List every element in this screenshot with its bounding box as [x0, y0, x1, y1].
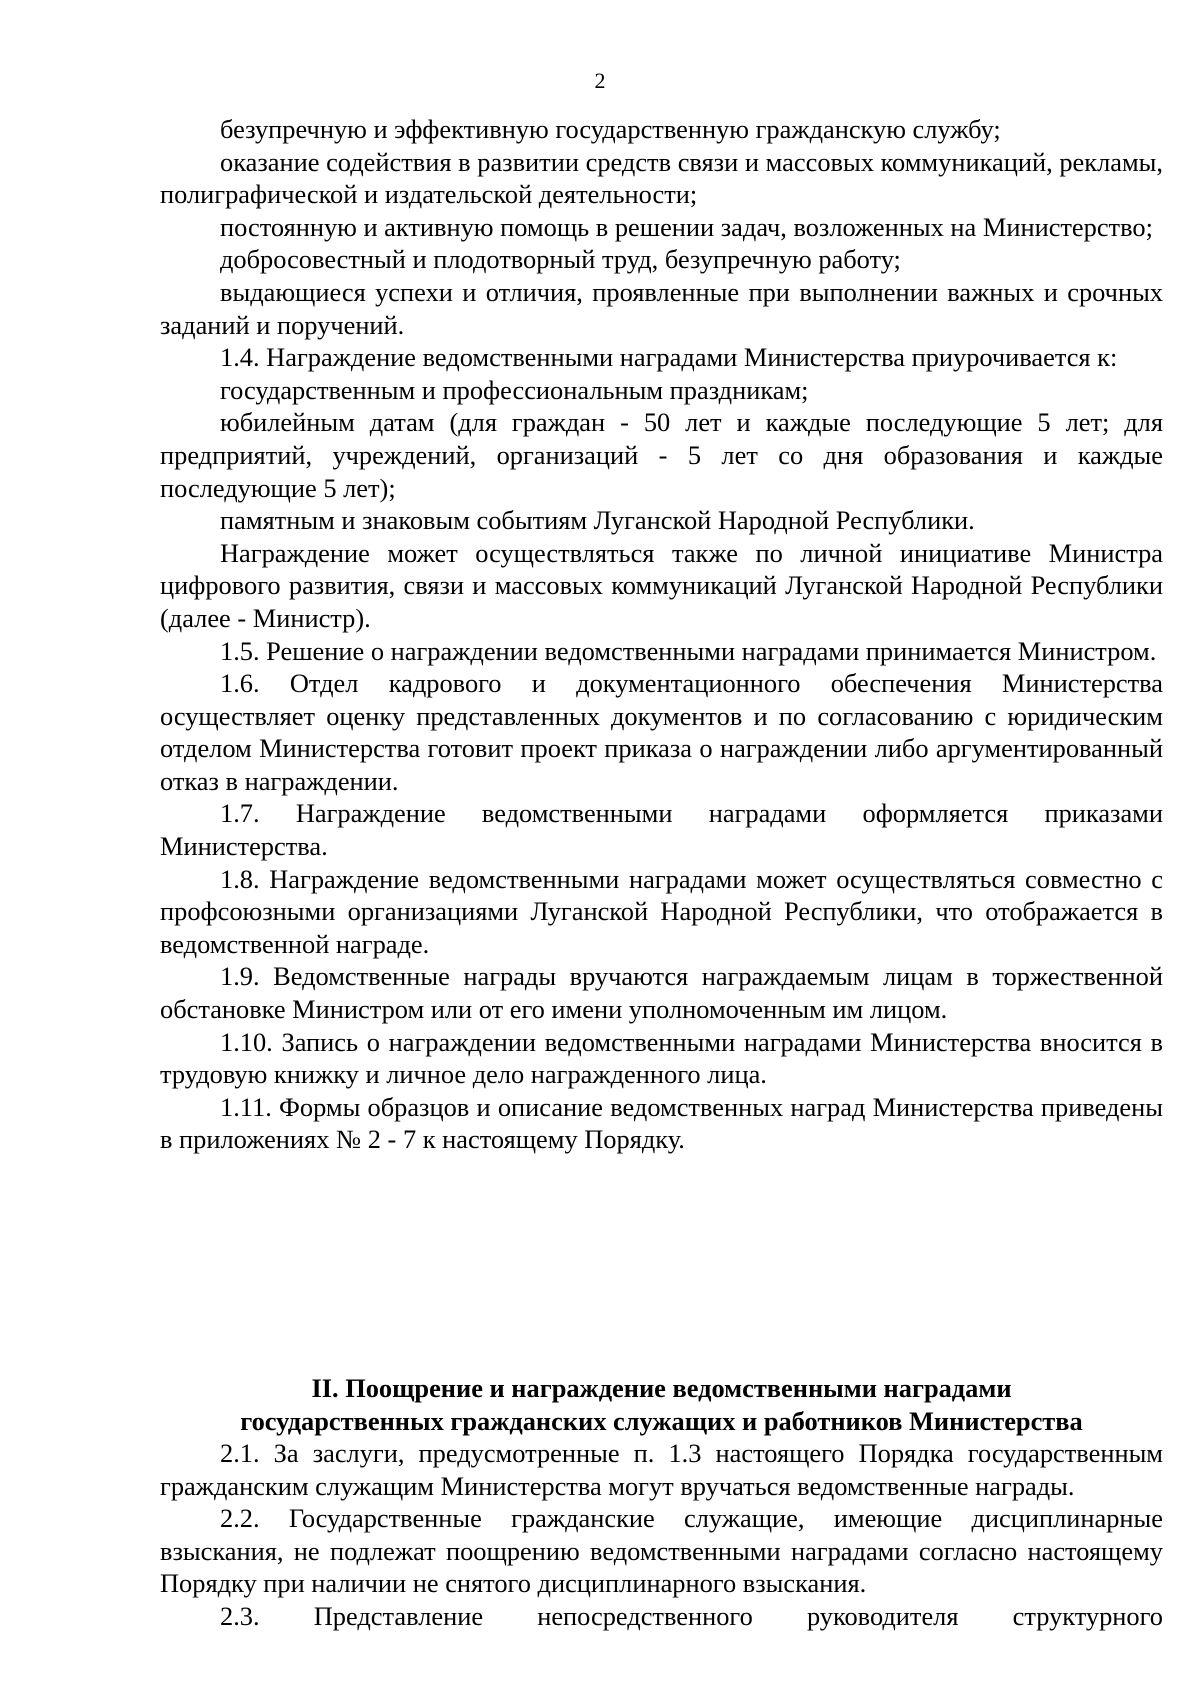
paragraph-1-7: 1.7. Награждение ведомственными наградами оформляется приказами Министерства. — [160, 798, 1163, 862]
paragraph: памятным и знаковым событиям Луганской Народной Республики. — [220, 505, 975, 536]
paragraph: государственным и профессиональным праздникам; — [220, 374, 809, 405]
section-body — [160, 1437, 1163, 1633]
page-number: 2 — [594, 68, 606, 93]
paragraph-1-6: 1.6. Отдел кадрового и документационного обеспечения Министерства осуществляет оценку представленных документов и по согласованию с юридическим отделом Министерства готовит проект приказа о награждении либо аргументированный отказ в награждении. — [160, 668, 1163, 796]
paragraph-2-2: 2.2. Государственные гражданские служащие, имеющие дисциплинарные взыскания, не подлежат поощрению ведомственными наградами согласно настоящему Порядку при наличии не снятого дисциплинарного взыскания. — [160, 1503, 1163, 1599]
paragraph: безупречную и эффективную государственную гражданскую службу; — [220, 114, 1001, 144]
paragraph-1-8: 1.8. Награждение ведомственными наградами может осуществляться совместно с профсоюзными организациями Луганской Народной Республики, что отображается в ведомственной награде. — [160, 863, 1163, 959]
section-heading-line: государственных гражданских служащих и работников Министерства — [240, 1405, 1083, 1436]
paragraph: добросовестный и плодотворный труд, безупречную работу; — [220, 244, 901, 275]
paragraph-2-1: 2.1. За заслуги, предусмотренные п. 1.3 настоящего Порядка государственным гражданским служащим Министерства могут вручаться ведомственные награды. — [160, 1438, 1163, 1501]
document-body — [160, 113, 1163, 1156]
paragraph-1-10: 1.10. Запись о награждении ведомственными наградами Министерства вносится в трудовую книжку и личное дело награжденного лица. — [160, 1026, 1163, 1090]
paragraph-1-9: 1.9. Ведомственные награды вручаются награждаемым лицам в торжественной обстановке Министром или от его имени уполномоченным им лицом. — [160, 961, 1163, 1025]
paragraph-1-5: 1.5. Решение о награждении ведомственными наградами принимается Министром. — [220, 635, 1157, 666]
paragraph: постоянную и активную помощь в решении задач, возложенных на Министерство; — [220, 211, 1153, 242]
paragraph: оказание содействия в развитии средств связи и массовых коммуникаций, рекламы, полиграфической и издательской деятельности; — [160, 146, 1163, 210]
paragraph-2-3: 2.3. Представление непосредственного руководителя структурного — [220, 1600, 1163, 1631]
section-heading-line: II. Поощрение и награждение ведомственными наградами — [311, 1373, 1012, 1403]
paragraph: выдающиеся успехи и отличия, проявленные при выполнении важных и срочных заданий и поручений. — [160, 276, 1163, 340]
section-heading — [160, 1372, 1163, 1437]
paragraph: Награждение может осуществляться также по личной инициативе Министра цифрового развития, связи и массовых коммуникаций Луганской Народной Республики (далее - Министр). — [160, 537, 1163, 633]
paragraph: юбилейным датам (для граждан - 50 лет и каждые последующие 5 лет; для предприятий, учреждений, организаций - 5 лет со дня образования и каждые последующие 5 лет); — [160, 407, 1163, 503]
paragraph-1-11: 1.11. Формы образцов и описание ведомственных наград Министерства приведены в приложениях № 2 - 7 к настоящему Порядку. — [160, 1091, 1163, 1155]
paragraph-1-4: 1.4. Награждение ведомственными наградами Министерства приурочивается к: — [220, 342, 1118, 373]
